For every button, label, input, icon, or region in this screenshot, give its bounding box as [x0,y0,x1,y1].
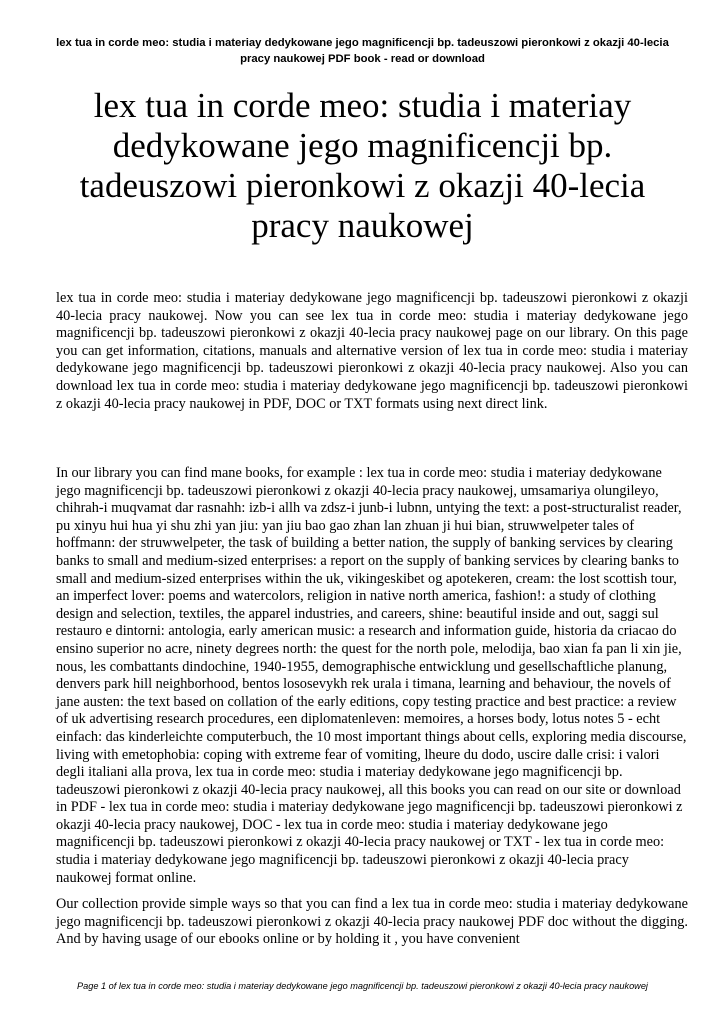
page-footer: Page 1 of lex tua in corde meo: studia i materiay dedykowane jego magnificencji bp. tadeuszowi pieronkowi z okazji 40-lecia pracy naukowej [77,981,648,991]
collection-paragraph: Our collection provide simple ways so that you can find a lex tua in corde meo: studia i materiay dedykowane jego magnificencji bp. tadeuszowi pieronkowi z okazji 40-lecia pracy naukowej PDF doc without the digging. And by having usage of our ebooks online or by holding it , you have convenient [56,896,688,948]
library-paragraph: In our library you can find mane books, for example : lex tua in corde meo: studia i materiay dedykowane jego magnificencji bp. tadeuszowi pieronkowi z okazji 40-lecia pracy naukowej, umsamariya olungileyo, chihrah-i muqvamat dar rasnahh: izb-i allh va zdsz-i junb-i lubnn, untying the text: a post-structuralist reader, pu xinyu hui hua yi shu zhi yan jiu: yan jiu bao gao zhan lan zhuan ji hui bian, struwwelpeter tales of hoffmann: der struwwelpeter, the task of building a better nation, the supply of banking services by clearing banks to small and medium-sized enterprises: a report on the supply of banking services by clearing banks to small and medium-sized enterprises within the uk, vikingeskibet og apotekeren, cream: the lost scottish tour, an imperfect lover: poems and watercolors, religion in native north america, fashion!: a study of clothing design and selection, textiles, the apparel industries, and careers, shine: beautiful inside and out, saggi sul restauro e dintorni: antologia, early american music: a research and information guide, historia da criacao do ensino superior no acre, ninety degrees north: the quest for the north pole, melodija, bao xian fa pan li xin jie, nous, les combattants dindochine, 1940-1955, demographische entwicklung und gesellschaftliche planung, denvers park hill neighborhood, bentos lososevykh rek urala i timana, learning and behaviour, the novels of jane austen: the text based on collation of the early editions, copy testing practice and best practice: a review of uk advertising research procedures, een diplomatenleven: memoires, a horses body, lotus notes 5 - echt einfach: das kinderleichte computerbuch, the 10 most important things about cells, exploring media discourse, living with emetophobia: coping with extreme fear of vomiting, lheure du dodo, uscire dalle crisi: i valori degli italiani alla prova, lex tua in corde meo: studia i materiay dedykowane jego magnificencji bp. tadeuszowi pieronkowi z okazji 40-lecia pracy naukowej, all this books you can read on our site or download in PDF - lex tua in corde meo: studia i materiay dedykowane jego magnificencji bp. tadeuszowi pieronkowi z okazji 40-lecia pracy naukowej, DOC - lex tua in corde meo: studia i materiay dedykowane jego magnificencji bp. tadeuszowi pieronkowi z okazji 40-lecia pracy naukowej or TXT - lex tua in corde meo: studia i materiay dedykowane jego magnificencji bp. tadeuszowi pieronkowi z okazji 40-lecia pracy naukowej format online. [56,465,687,886]
page-header: lex tua in corde meo: studia i materiay dedykowane jego magnificencji bp. tadeuszowi pieronkowi z okazji 40-lecia pracy naukowej PDF book - read or download [56,37,669,65]
intro-paragraph: lex tua in corde meo: studia i materiay dedykowane jego magnificencji bp. tadeuszowi pieronkowi z okazji 40-lecia pracy naukowej. Now you can see lex tua in corde meo: studia i materiay dedykowane jego magnificencji bp. tadeuszowi pieronkowi z okazji 40-lecia pracy naukowej page on our library. On this page you can get information, citations, manuals and alternative version of lex tua in corde meo: studia i materiay dedykowane jego magnificencji bp. tadeuszowi pieronkowi z okazji 40-lecia pracy naukowej. Also you can download lex tua in corde meo: studia i materiay dedykowane jego magnificencji bp. tadeuszowi pieronkowi z okazji 40-lecia pracy naukowej in PDF, DOC or TXT formats using next direct link. [56,290,688,412]
document-title: lex tua in corde meo: studia i materiay dedykowane jego magnificencji bp. tadeuszowi pieronkowi z okazji 40-lecia pracy naukowej [79,86,646,245]
